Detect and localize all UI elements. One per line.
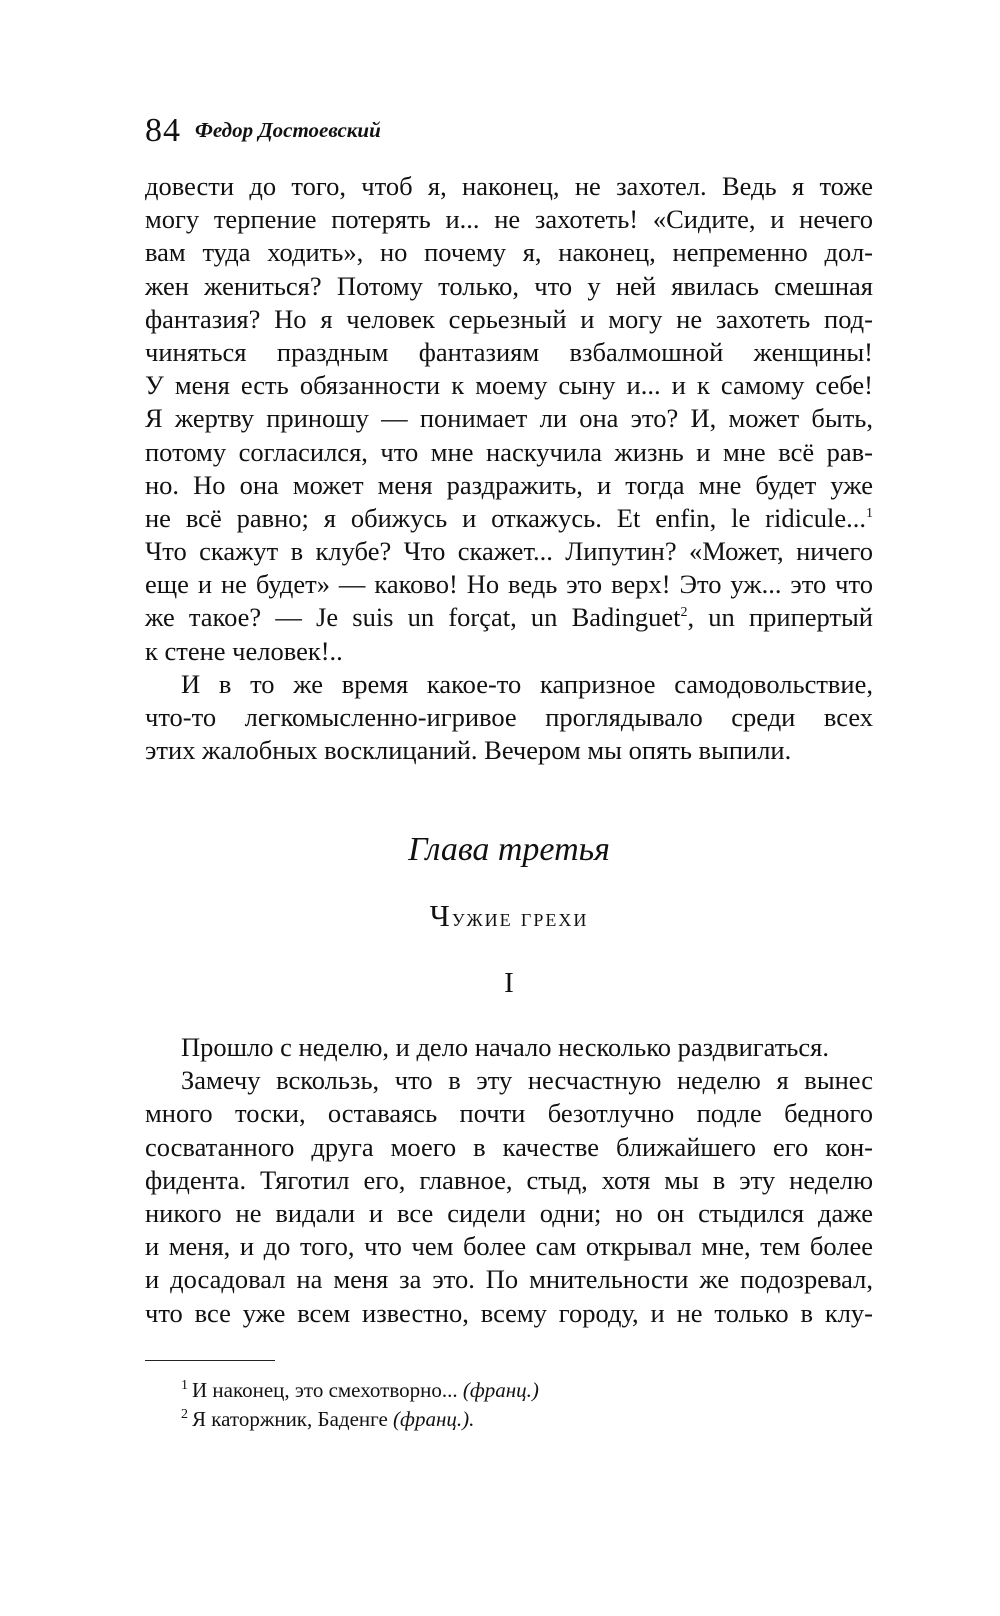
footnote-1	[181, 1376, 539, 1405]
text-line: что-то легкомысленно-игривое проглядывало среди всех	[145, 702, 873, 732]
text-line: вам туда ходить», но почему я, наконец, непременно дол-	[145, 237, 873, 268]
text-line: и меня, и до того, что чем более сам открывал мне, тем более	[145, 1231, 873, 1262]
chapter-subtitle	[145, 898, 873, 937]
text-segment: же такое? — Je suis un forçat, un Badinguet	[145, 602, 681, 633]
text-line-with-footnote-1	[145, 502, 873, 535]
footnote-language: (франц.).	[393, 1407, 475, 1431]
section-numeral: I	[504, 967, 514, 999]
text-line: фидента. Тяготил его, главное, стыд, хотя мы в эту неделю	[145, 1164, 873, 1195]
text-line-with-footnote-2	[145, 601, 873, 634]
text-segment: не всё равно; я обижусь и откажусь. Et enfin, le ridicule...	[145, 502, 866, 533]
text-line: много тоски, оставаясь почти безотлучно подле бедного	[145, 1098, 873, 1129]
text-line: сосватанного друга моего в качестве ближайшего его кон-	[145, 1131, 873, 1162]
chapter-title: Глава третья	[408, 831, 610, 868]
footnote-mark: 1	[181, 1378, 188, 1393]
text-line: Я жертву приношу — понимает ли она это? И, может быть,	[145, 403, 873, 434]
footnote-text: Я каторжник, Баденге	[192, 1407, 394, 1431]
text-line: Замечу вскользь, что в эту несчастную неделю я вынес	[181, 1065, 873, 1096]
text-line: никого не видали и все сидели одни; но он стыдился даже	[145, 1197, 873, 1228]
footnote-ref-1[interactable]: 1	[866, 506, 873, 522]
text-line: Прошло с неделю, и дело начало несколько раздвигаться.	[181, 1032, 829, 1062]
footnote-mark: 2	[181, 1407, 188, 1422]
text-line: но. Но она может меня раздражить, и тогда мне будет уже	[145, 469, 873, 500]
text-line: еще и не будет» — каково! Но ведь это верх! Это уж... это что	[145, 569, 873, 600]
footnote-2	[181, 1405, 539, 1434]
running-head	[145, 112, 381, 150]
text-line: жен жениться? Потому только, что у ней явилась смешная	[145, 270, 873, 301]
text-line: довести до того, чтоб я, наконец, не захотел. Ведь я тоже	[145, 171, 873, 201]
footnote-ref-2[interactable]: 2	[680, 605, 688, 621]
text-line: чиняться праздным фантазиям взбалмошной женщины!	[145, 336, 873, 367]
text-line: этих жалобных восклицаний. Вечером мы опять выпили.	[145, 735, 792, 766]
footnote-language: (франц.)	[462, 1378, 539, 1402]
footnote-divider	[145, 1360, 275, 1361]
text-line: к стене человек!..	[145, 635, 343, 666]
chapter-subtitle-rest: ужие грехи	[451, 905, 589, 932]
text-line: и досадовал на меня за это. По мнительности же подозревал,	[145, 1264, 873, 1295]
text-line: У меня есть обязанности к моему сыну и... и к самому себе!	[145, 370, 873, 401]
running-head-author: Федор Достоевский	[195, 118, 381, 142]
footnote-text: И наконец, это смехотворно...	[192, 1378, 463, 1402]
text-line: могу терпение потерять и... не захотеть! «Сидите, и нечего	[145, 204, 873, 235]
text-line: И в то же время какое-то капризное самодовольствие,	[181, 668, 873, 699]
chapter-subtitle-initial: Ч	[429, 898, 452, 933]
text-line: что все уже всем известно, всему городу, и не только в клу-	[145, 1297, 873, 1328]
text-line: Что скажут в клубе? Что скажет... Липутин? «Может, ничего	[145, 536, 873, 567]
text-line: потому согласился, что мне наскучила жизнь и мне всё рав-	[145, 436, 873, 467]
page-number: 84	[145, 112, 181, 149]
text-block-bottom	[145, 1031, 873, 1330]
text-line: фантазия? Но я человек серьезный и могу не захотеть под-	[145, 303, 873, 334]
text-segment: , un припертый	[687, 602, 873, 633]
text-block-top	[145, 170, 873, 767]
footnotes	[181, 1376, 539, 1434]
